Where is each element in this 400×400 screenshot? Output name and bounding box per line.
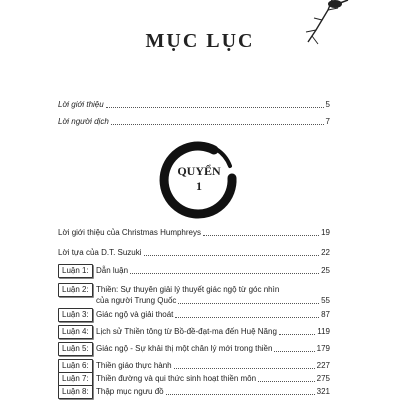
chapter-page: 275	[316, 374, 330, 383]
chapter-title: Lịch sử Thiền tông từ Bồ-đề-đạt-ma đến Huệ Năng	[96, 327, 277, 336]
chapter-page: 227	[316, 361, 330, 370]
chapter-title: Giác ngộ - Sự khải thị một chân lý mới trong thiền	[96, 344, 273, 353]
chapter-label: Luận 6:	[58, 359, 93, 373]
chapter-title-continued: của người Trung Quốc	[96, 296, 177, 305]
chapter-page: 321	[316, 387, 330, 396]
dot-leader	[178, 303, 319, 304]
toc-entry-page: 7	[325, 117, 330, 126]
chapter-title: Dẫn luận	[96, 266, 129, 275]
dot-leader	[130, 273, 319, 274]
toc-entry-text: Lời giới thiệu	[58, 100, 104, 109]
volume-number: 1	[196, 179, 202, 193]
toc-entry-suzuki[interactable]	[58, 248, 330, 258]
chapter-label: Luận 4:	[58, 325, 93, 339]
chapter-label: Luận 2:	[58, 283, 93, 297]
chapter-page: 55	[321, 296, 330, 305]
chapter-page: 87	[321, 310, 330, 319]
chapter-title: Thập mục ngưu đồ	[96, 387, 164, 396]
chapter-page: 25	[321, 266, 330, 275]
toc-entry-translator[interactable]	[58, 117, 330, 127]
chapter-label: Luận 3:	[58, 308, 93, 322]
chapter-label: Luận 5:	[58, 342, 93, 356]
chapter-title: Giác ngộ và giải thoát	[96, 310, 174, 319]
dot-leader	[174, 368, 315, 369]
toc-entry-humphreys[interactable]	[58, 228, 330, 238]
chapter-label: Luận 8:	[58, 385, 93, 399]
toc-entry-page: 22	[321, 248, 330, 257]
dot-leader	[166, 394, 315, 395]
chapter-page: 119	[317, 327, 330, 336]
toc-entry-text: Lời người dịch	[58, 117, 109, 126]
chapter-page: 179	[316, 344, 330, 353]
chapter-title: Thiền giáo thực hành	[96, 361, 172, 370]
dot-leader	[203, 235, 319, 236]
dot-leader	[274, 351, 314, 352]
toc-entry-page: 19	[321, 228, 330, 237]
volume-word: QUYỂN	[177, 164, 221, 178]
toc-entry-intro[interactable]	[58, 100, 330, 110]
toc-entry-page: 5	[325, 100, 330, 109]
dot-leader	[111, 124, 324, 125]
page-title: MỤC LỤC	[145, 30, 255, 52]
toc-entry-text: Lời tựa của D.T. Suzuki	[58, 248, 142, 257]
dot-leader	[106, 107, 324, 108]
chapter-title: Thiền: Sự thuyên giải lý thuyết giác ngộ từ góc nhìn	[96, 285, 280, 294]
dot-leader	[175, 317, 319, 318]
dot-leader	[279, 334, 315, 335]
toc-entry-text: Lời giới thiệu của Christmas Humphreys	[58, 228, 201, 237]
chapter-label: Luận 1:	[58, 264, 93, 278]
chapter-title: Thiền đường và qui thức sinh hoạt thiền môn	[96, 374, 257, 383]
chapter-label: Luận 7:	[58, 372, 93, 386]
dot-leader	[258, 381, 315, 382]
dot-leader	[144, 255, 320, 256]
